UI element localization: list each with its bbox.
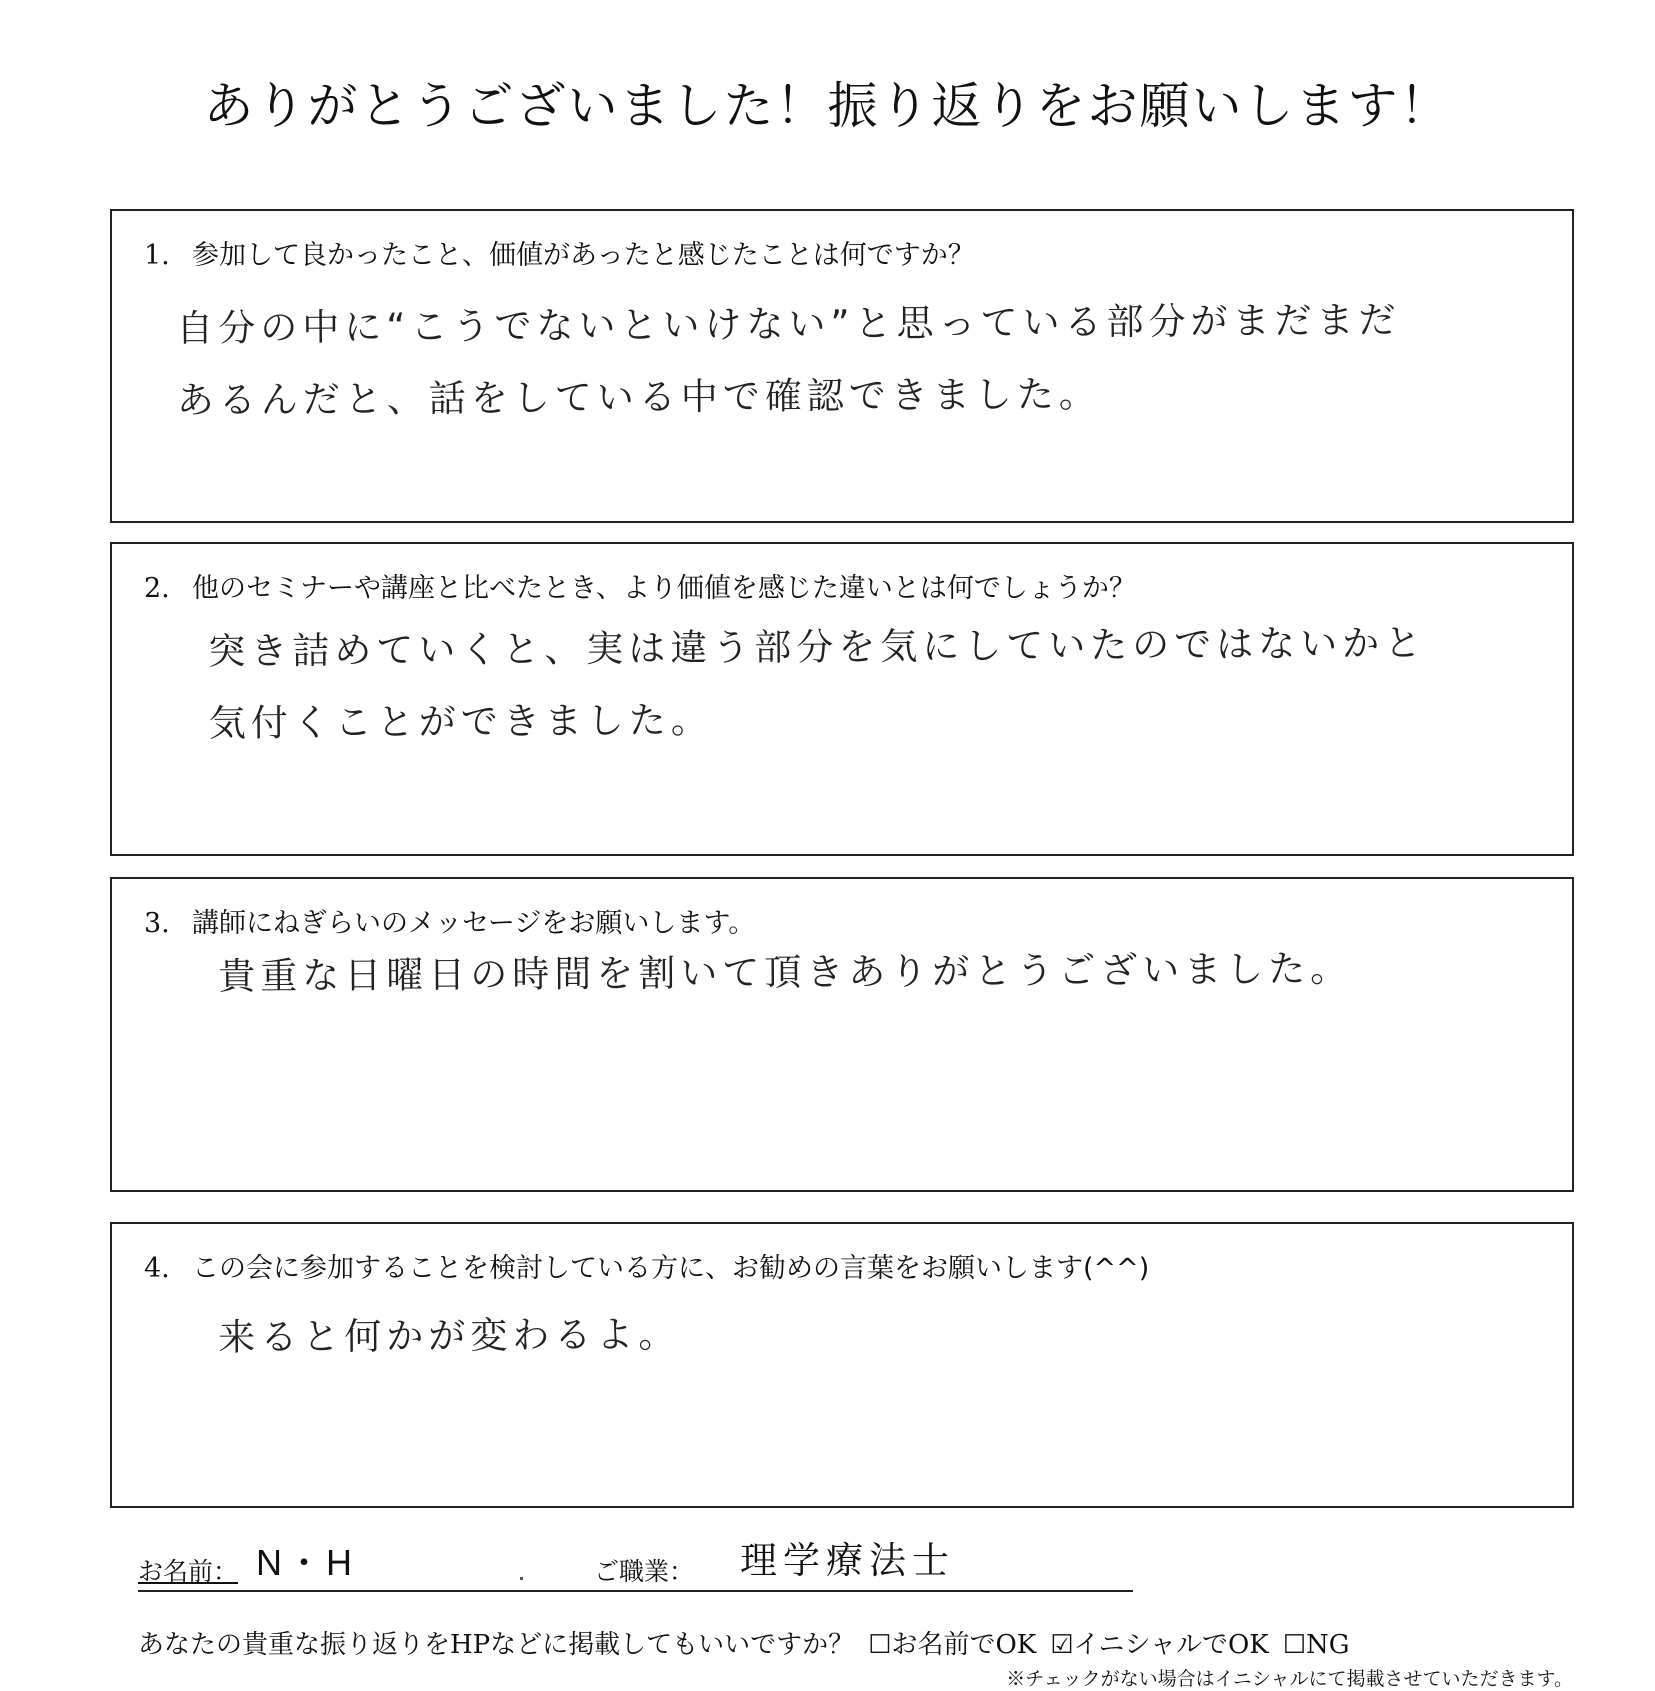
publication-consent [138, 1624, 1350, 1661]
occupation-value: 理学療法士 [740, 1539, 955, 1582]
name-label: お名前： [138, 1557, 239, 1586]
answer-line: 突き詰めていくと、実は違う部分を気にしていたのではないかと [208, 621, 1427, 673]
question-number: 3. [144, 908, 170, 939]
question-number: 2. [144, 573, 170, 604]
question-label [144, 566, 1136, 605]
option-name-ok[interactable] [868, 1630, 1036, 1660]
question-number: 4. [144, 1253, 170, 1284]
handwritten-answer [218, 933, 1352, 1013]
page-title: ありがとうございました！振り返りをお願いします！ [203, 77, 1452, 135]
footnote: ※チェックがない場合はイニシャルにて掲載させていただきます。 [1006, 1668, 1573, 1690]
checkbox-checked-icon[interactable]: ☑ [1050, 1630, 1074, 1660]
handwritten-answer [208, 607, 1427, 759]
question-number: 1. [144, 240, 170, 271]
question-text: 他のセミナーや講座と比べたとき、より価値を感じた違いとは何でしょうか？ [192, 573, 1136, 604]
question-box-4 [110, 1222, 1574, 1508]
stray-dot [520, 1577, 523, 1580]
respondent-info-row [138, 1539, 1133, 1592]
consent-question: あなたの貴重な振り返りをHPなどに掲載してもいいですか？ [138, 1630, 855, 1660]
handwritten-answer [176, 284, 1401, 437]
answer-line: 来ると何かが変わるよ。 [218, 1312, 681, 1359]
handwritten-answer [218, 1299, 680, 1374]
answer-line: 貴重な日曜日の時間を割いて頂きありがとうございました。 [218, 947, 1353, 998]
option-ng[interactable] [1283, 1630, 1350, 1660]
question-box-2 [110, 542, 1574, 856]
option-label: NG [1306, 1630, 1350, 1660]
question-text: この会に参加することを検討している方に、お勧めの言葉をお願いします(^^) [192, 1253, 1150, 1284]
answer-line: あるんだと、話をしている中で確認できました。 [176, 372, 1101, 422]
option-initial-ok[interactable] [1050, 1630, 1269, 1660]
checkbox-icon[interactable]: ☐ [868, 1630, 892, 1660]
question-label [144, 901, 755, 940]
question-box-3 [110, 877, 1574, 1192]
option-label: お名前でOK [891, 1630, 1037, 1660]
question-text: 参加して良かったこと、価値があったと感じたことは何ですか？ [192, 240, 975, 271]
name-value: N・H [256, 1542, 356, 1583]
question-text: 講師にねぎらいのメッセージをお願いします。 [192, 908, 756, 939]
answer-line: 気付くことができました。 [208, 698, 713, 745]
question-label [144, 1246, 1149, 1285]
checkbox-icon[interactable]: ☐ [1282, 1630, 1307, 1660]
question-label [144, 233, 975, 272]
answer-line: 自分の中に“こうでないといけない”と思っている部分がまだまだ [176, 298, 1401, 350]
question-box-1 [110, 209, 1574, 523]
occupation-label: ご職業： [594, 1557, 695, 1586]
option-label: イニシャルでOK [1073, 1630, 1269, 1660]
